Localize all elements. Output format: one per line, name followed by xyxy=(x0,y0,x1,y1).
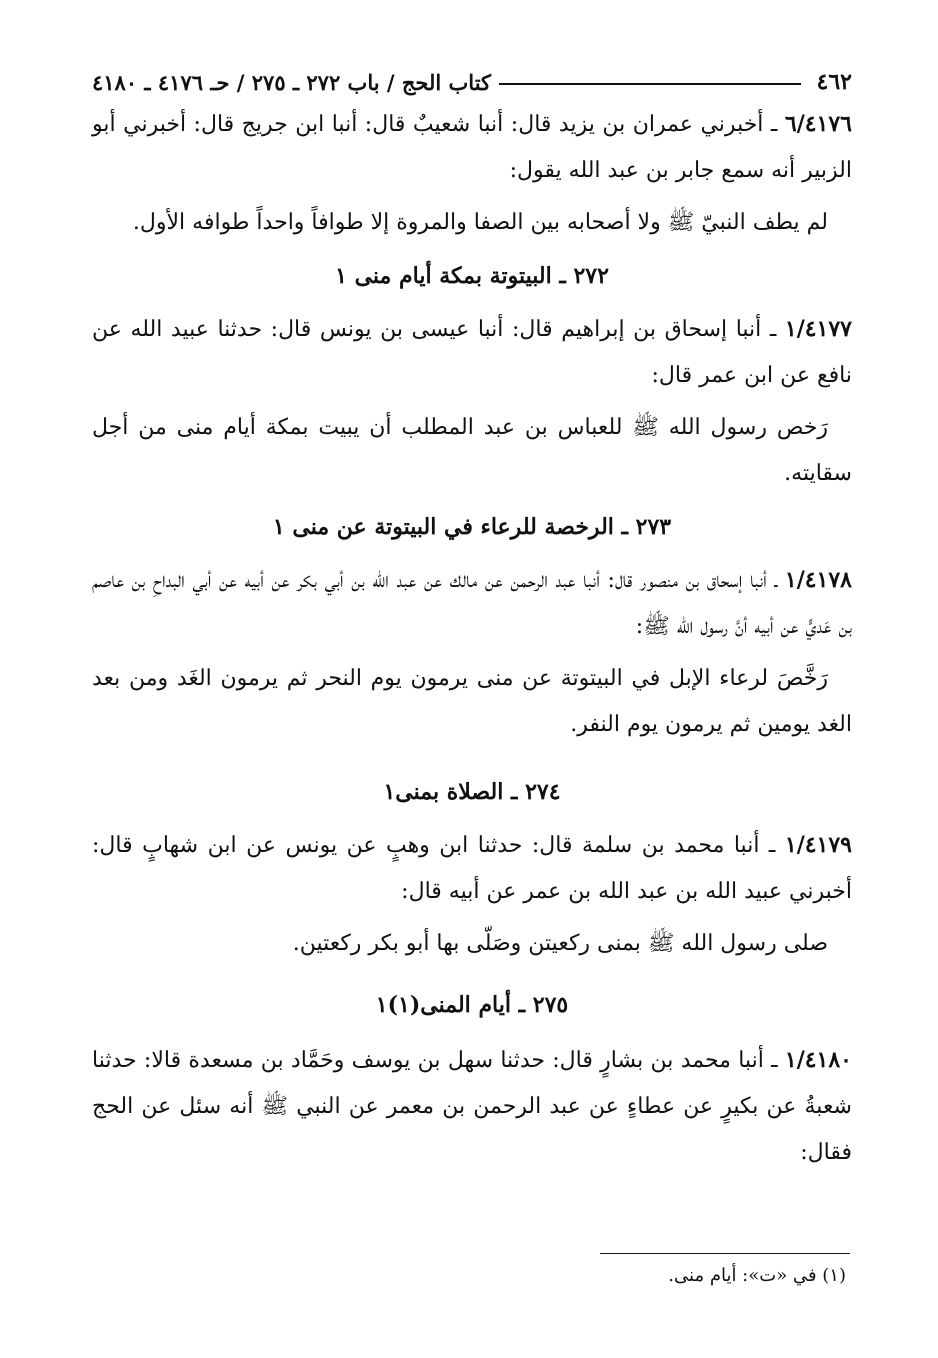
hadith-number: ١/٤١٧٨ xyxy=(784,567,852,593)
hadith-matn: صلى رسول الله ﷺ بمنى ركعيتن وصَلّى بها أبو بكر ركعتين. xyxy=(292,931,828,956)
hadith-number: ١/٤١٧٧ xyxy=(784,316,852,342)
hadith-number: ١/٤١٧٩ xyxy=(784,832,852,858)
hadith-matn: لم يطف النبيّ ﷺ ولا أصحابه بين الصفا والمروة إلا طوافاً واحداً طوافه الأول. xyxy=(132,210,828,235)
isnad-text: ـ أخبرني عمران بن يزيد قال: أنبا شعيبٌ قال: أنبا ابن جريج قال: أخبرني أبو الزبير أنه سمع جابر بن عبد الله يقول: xyxy=(92,112,852,183)
hadith-isnad xyxy=(92,822,852,915)
running-header xyxy=(92,55,852,95)
header-rule xyxy=(499,83,801,85)
isnad-text: ـ أنبا إسحاق بن منصور قال: أنبا عبد الرحمن عن مالك عن عبد الله بن أبي بكر عن أبيه عن أبي البداحِ بن عاصم بن عَديٍّ عن أبيه أنَّ رسول الله ﷺ: xyxy=(92,568,852,639)
hadith-isnad xyxy=(92,557,852,650)
hadith-matn: رَخَّصَ لرعاء الإبل في البيتوتة عن منى يرمون يوم النحر ثم يرمون الغَد ومن بعد الغد يومين ثم يرمون يوم النفر. xyxy=(92,666,852,737)
footnote-rule xyxy=(600,1253,850,1254)
hadith-isnad xyxy=(92,101,852,194)
hadith-matn: رَخص رسول الله ﷺ للعباس بن عبد المطلب أن يبيت بمكة أيام منى من أجل سقايته. xyxy=(92,415,852,486)
chapter-heading: ٢٧٣ ـ الرخصة للرعاء في البيتوتة عن منى ١ xyxy=(272,514,672,540)
page-number: ٤٦٢ xyxy=(816,69,852,95)
chapter-heading: ٢٧٥ ـ أيام المنى(١)١ xyxy=(375,992,569,1018)
chapter-heading: ٢٧٢ ـ البيتوتة بمكة أيام منى ١ xyxy=(335,263,609,289)
isnad-text: ـ أنبا محمد بن سلمة قال: حدثنا ابن وهبٍ عن يونس عن ابن شهابٍ قال: أخبرني عبيد الله بن عبد الله بن عمر عن أبيه قال: xyxy=(92,833,852,904)
footnote: (١) في «ت»: أيام منى. xyxy=(668,1265,846,1286)
isnad-text: ـ أنبا محمد بن بشارٍ قال: حدثنا سهل بن يوسف وحَمَّاد بن مسعدة قالا: حدثنا شعبةُ عن بكيرٍ عن عطاءٍ عن عبد الرحمن بن معمر عن النبي ﷺ أنه سئل عن الحج فقال: xyxy=(92,1048,852,1165)
page-content xyxy=(92,55,852,1182)
running-title: كتاب الحج / باب ٢٧٢ ـ ٢٧٥ / حـ ٤١٧٦ ـ ٤١٨٠ xyxy=(92,70,492,95)
hadith-number: ٦/٤١٧٦ xyxy=(784,111,852,137)
hadith-isnad xyxy=(92,1037,852,1176)
hadith-isnad xyxy=(92,306,852,399)
hadith-number: ١/٤١٨٠ xyxy=(784,1047,852,1073)
chapter-heading: ٢٧٤ ـ الصلاة بمنى١ xyxy=(383,779,561,805)
isnad-text: ـ أنبا إسحاق بن إبراهيم قال: أنبا عيسى بن يونس قال: حدثنا عبيد الله عن نافع عن ابن عمر قال: xyxy=(92,317,852,388)
